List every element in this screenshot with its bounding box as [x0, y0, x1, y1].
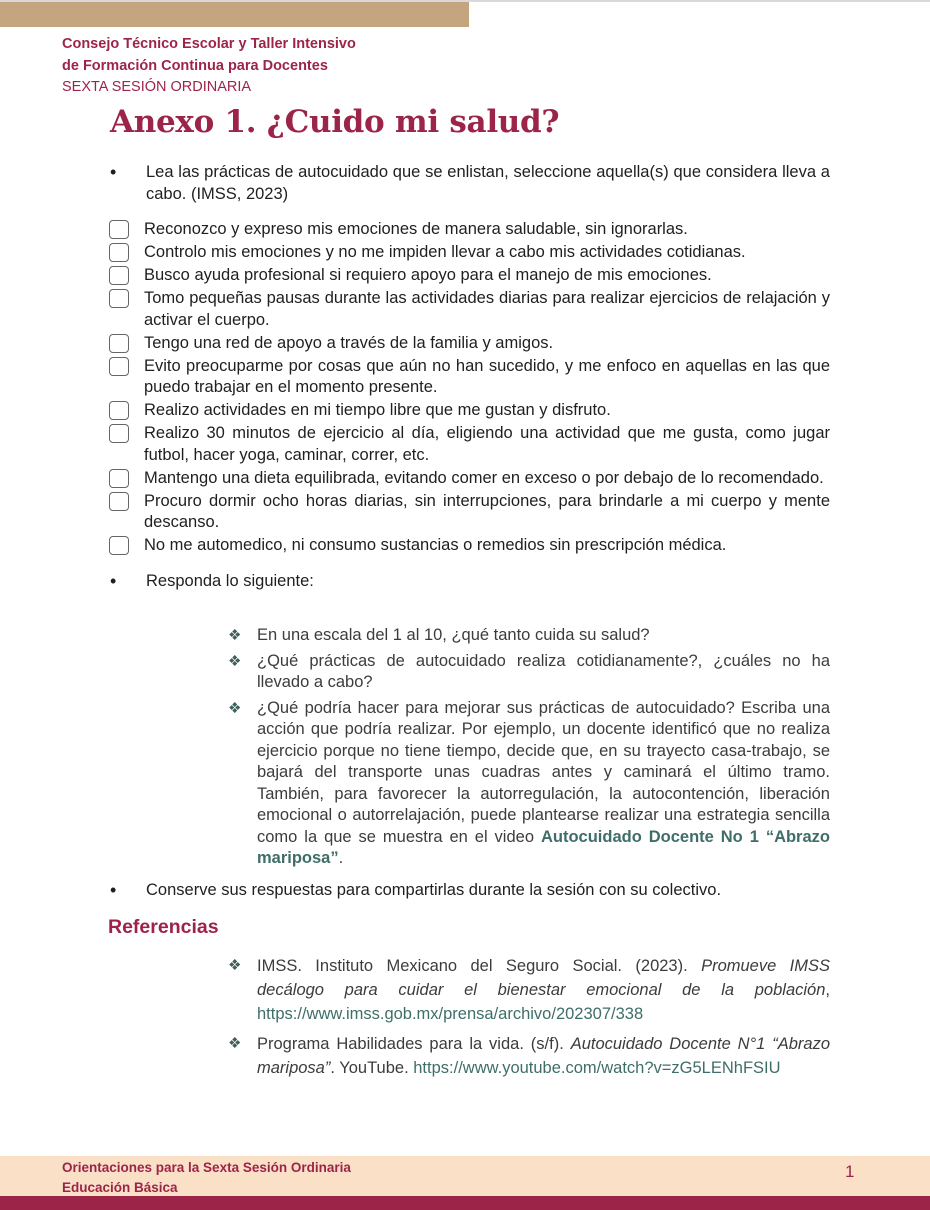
page-footer	[0, 1156, 930, 1196]
reference-author: IMSS. Instituto Mexicano del Seguro Social. (2023).	[257, 956, 688, 975]
checkbox[interactable]	[109, 334, 129, 353]
reference-item	[226, 954, 830, 1026]
checklist-item-label: Reconozco y expreso mis emociones de manera saludable, sin ignorarlas.	[144, 220, 688, 238]
reference-title: Autocuidado Docente N°1 “Abrazo mariposa”	[257, 1034, 830, 1077]
checkbox[interactable]	[109, 220, 129, 239]
footer-accent-bar	[0, 1196, 930, 1210]
question-text: ¿Qué podría hacer para mejorar sus prácticas de autocuidado? Escriba una acción que podría realizar. Por ejemplo, un docente identificó que no realiza ejercicio porque no tiene tiempo, decide que, en su trayecto casa-trabajo, se bajará del transporte unas cuadras antes y caminará el último tramo. También, para favorecer la autorregulación, la autocontención, liberación emocional o autorrelajación, puede plantearse realizar una estrategia sencilla como la que se muestra en el video	[257, 698, 830, 846]
checklist-item-label: Evito preocuparme por cosas que aún no han sucedido, y me enfoco en aquellas en las que puedo trabajar en el momento presente.	[144, 356, 830, 396]
instruction-bullet-1: • Lea las prácticas de autocuidado que se enlistan, seleccione aquella(s) que considera lleva a cabo. (IMSS, 2023)	[108, 162, 830, 205]
self-care-checklist	[108, 219, 830, 557]
diamond-arrow-icon: ❖	[228, 956, 242, 974]
diamond-arrow-icon: ❖	[228, 652, 242, 670]
footer-line-1: Orientaciones para la Sexta Sesión Ordinaria	[62, 1160, 351, 1175]
diamond-arrow-icon: ❖	[228, 627, 242, 644]
checkbox[interactable]	[109, 424, 129, 443]
checklist-item-label: Tengo una red de apoyo a través de la familia y amigos.	[144, 333, 554, 352]
reference-source: . YouTube.	[330, 1058, 409, 1077]
document-header	[62, 34, 356, 99]
checklist-item	[108, 423, 830, 466]
page-title: Anexo 1. ¿Cuido mi salud?	[110, 104, 560, 140]
checkbox[interactable]	[109, 469, 129, 488]
question-list	[226, 625, 830, 870]
references-heading: Referencias	[108, 916, 219, 938]
checkbox[interactable]	[109, 492, 129, 511]
question-text: ¿Qué prácticas de autocuidado realiza cotidianamente?, ¿cuáles no ha llevado a cabo?	[257, 651, 830, 691]
video-link[interactable]: Autocuidado Docente No 1 “Abrazo mariposa”	[257, 827, 830, 867]
header-accent-bar	[0, 2, 469, 27]
checklist-item	[108, 535, 830, 557]
checkbox[interactable]	[109, 401, 129, 420]
header-line-2: de Formación Continua para Docentes	[62, 57, 328, 74]
checklist-item-label: Tomo pequeñas pausas durante las actividades diarias para realizar ejercicios de relajación y activar el cuerpo.	[144, 289, 830, 329]
reference-title: Promueve IMSS decálogo para cuidar el bienestar emocional de la población	[257, 956, 831, 999]
question-text: En una escala del 1 al 10, ¿qué tanto cuida su salud?	[257, 626, 650, 644]
checklist-item-label: Busco ayuda profesional si requiero apoyo para el manejo de mis emociones.	[144, 266, 712, 284]
checklist-item	[108, 491, 830, 534]
checkbox[interactable]	[109, 243, 129, 262]
question-end: .	[338, 849, 344, 867]
checklist-item-label: Realizo 30 minutos de ejercicio al día, eligiendo una actividad que me gusta, como jugar futbol, hacer yoga, caminar, correr, etc.	[144, 424, 830, 464]
question-item	[226, 698, 830, 870]
main-content	[108, 162, 830, 1086]
reference-author: Programa Habilidades para la vida. (s/f).	[257, 1034, 564, 1053]
footer-text	[62, 1158, 351, 1197]
checklist-item	[108, 468, 830, 490]
checkbox[interactable]	[109, 357, 129, 376]
diamond-arrow-icon: ❖	[228, 1034, 242, 1052]
checklist-item-label: Mantengo una dieta equilibrada, evitando comer en exceso o por debajo de lo recomendado.	[144, 468, 824, 487]
page-number: 1	[845, 1162, 855, 1181]
checklist-item	[108, 242, 830, 264]
question-item	[226, 651, 830, 694]
footer-line-2: Educación Básica	[62, 1179, 178, 1195]
reference-url[interactable]: https://www.youtube.com/watch?v=zG5LENhFSIU	[413, 1058, 781, 1077]
header-line-1: Consejo Técnico Escolar y Taller Intensivo	[62, 36, 356, 52]
checklist-item-label: No me automedico, ni consumo sustancias o remedios sin prescripción médica.	[144, 536, 727, 554]
checklist-item	[108, 265, 830, 287]
checklist-item	[108, 219, 830, 241]
checkbox[interactable]	[109, 536, 129, 555]
reference-item	[226, 1032, 830, 1080]
checklist-item	[108, 333, 830, 355]
header-session: SEXTA SESIÓN ORDINARIA	[62, 79, 252, 95]
reference-sep: ,	[825, 980, 830, 999]
checkbox[interactable]	[109, 266, 129, 285]
checklist-item	[108, 288, 830, 331]
diamond-arrow-icon: ❖	[228, 699, 242, 717]
checklist-item	[108, 400, 830, 422]
checklist-item-label: Procuro dormir ocho horas diarias, sin interrupciones, para brindarle a mi cuerpo y mente descanso.	[144, 491, 830, 531]
checklist-item-label: Realizo actividades en mi tiempo libre que me gustan y disfruto.	[144, 401, 611, 419]
reference-url[interactable]: https://www.imss.gob.mx/prensa/archivo/202307/338	[257, 1004, 644, 1023]
checklist-item-label: Controlo mis emociones y no me impiden llevar a cabo mis actividades cotidianas.	[144, 243, 746, 261]
reference-list	[226, 954, 830, 1080]
question-item	[226, 625, 830, 647]
checkbox[interactable]	[109, 289, 129, 308]
instruction-bullet-3: • Conserve sus respuestas para compartirlas durante la sesión con su colectivo.	[108, 880, 830, 902]
instruction-bullet-2: • Responda lo siguiente:	[108, 571, 830, 593]
checklist-item	[108, 356, 830, 399]
